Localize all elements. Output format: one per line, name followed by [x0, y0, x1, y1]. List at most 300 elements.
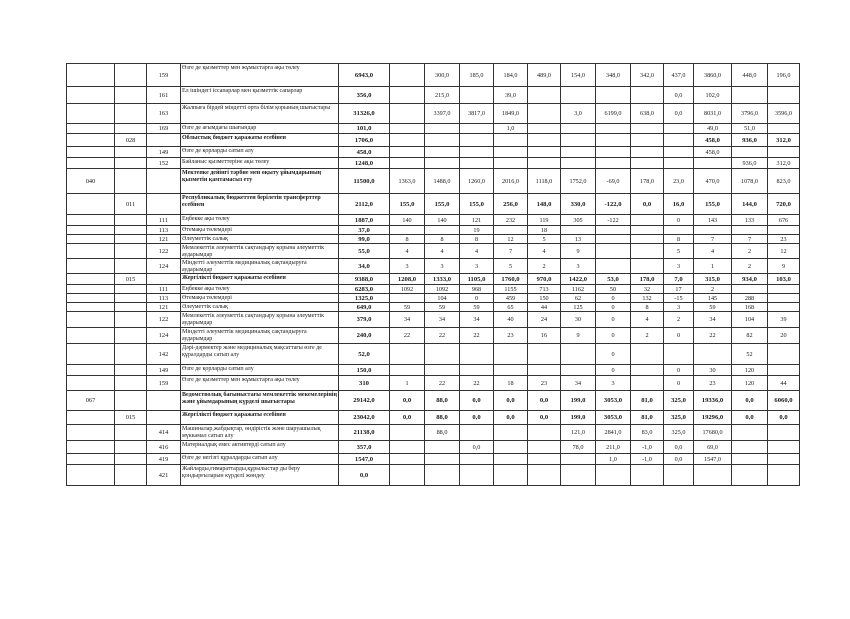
- month-value: [631, 465, 664, 486]
- month-value: [561, 124, 596, 134]
- month-value: 125: [561, 303, 596, 312]
- function-group-code: [67, 124, 115, 134]
- month-value: 1,0: [596, 454, 631, 465]
- month-value: [425, 454, 460, 465]
- month-value: 713: [528, 285, 561, 294]
- month-value: 4: [528, 244, 561, 259]
- month-value: [694, 465, 732, 486]
- month-value: [561, 134, 596, 147]
- month-value: [561, 226, 596, 235]
- table-row: [67, 454, 800, 465]
- function-group-code: [67, 376, 115, 391]
- month-value: [390, 158, 425, 169]
- annual-total: 37,0: [339, 226, 390, 235]
- specifics-code: [147, 274, 181, 285]
- month-value: [528, 344, 561, 365]
- function-group-code: [67, 365, 115, 376]
- month-value: 3596,0: [768, 104, 800, 124]
- month-value: 155,0: [425, 194, 460, 215]
- month-value: 325,0: [664, 391, 694, 411]
- month-value: 3817,0: [460, 104, 494, 124]
- month-value: 1208,0: [390, 274, 425, 285]
- table-row: [67, 303, 800, 312]
- month-value: [631, 235, 664, 244]
- month-value: 22: [460, 376, 494, 391]
- annual-total: 357,0: [339, 441, 390, 454]
- month-value: [732, 465, 768, 486]
- month-value: 82: [732, 328, 768, 344]
- month-value: [494, 365, 528, 376]
- month-value: 0: [664, 376, 694, 391]
- expense-name: Әлеуметтік салық: [181, 235, 339, 244]
- month-value: [528, 124, 561, 134]
- expense-name: Өтемақы төлемдері: [181, 294, 339, 303]
- month-value: 88,0: [425, 425, 460, 441]
- function-group-code: [67, 344, 115, 365]
- annual-total: 649,0: [339, 303, 390, 312]
- month-value: [528, 158, 561, 169]
- function-group-code: [67, 87, 115, 104]
- month-value: 6199,0: [596, 104, 631, 124]
- month-value: [460, 465, 494, 486]
- specifics-code: 159: [147, 64, 181, 87]
- month-value: 330,0: [561, 194, 596, 215]
- annual-total: 1706,0: [339, 134, 390, 147]
- function-group-code: [67, 425, 115, 441]
- month-value: 3: [561, 259, 596, 274]
- table-row: [67, 465, 800, 486]
- month-value: -122,0: [596, 194, 631, 215]
- month-value: 34: [425, 312, 460, 328]
- month-value: 13: [561, 235, 596, 244]
- month-value: 342,0: [631, 64, 664, 87]
- month-value: [425, 124, 460, 134]
- month-value: 8031,0: [694, 104, 732, 124]
- month-value: 968: [460, 285, 494, 294]
- program-code: [115, 312, 147, 328]
- month-value: 0,0: [664, 87, 694, 104]
- table-row: [67, 425, 800, 441]
- function-group-code: [67, 285, 115, 294]
- month-value: [768, 365, 800, 376]
- specifics-code: 419: [147, 454, 181, 465]
- table-row: [67, 259, 800, 274]
- program-code: [115, 376, 147, 391]
- month-value: 8: [390, 235, 425, 244]
- program-code: 028: [115, 134, 147, 147]
- month-value: [631, 344, 664, 365]
- month-value: [768, 441, 800, 454]
- table-row: [67, 376, 800, 391]
- month-value: [425, 365, 460, 376]
- specifics-code: 161: [147, 87, 181, 104]
- month-value: 448,0: [732, 64, 768, 87]
- month-value: 1118,0: [528, 169, 561, 194]
- month-value: [528, 454, 561, 465]
- month-value: 0: [596, 312, 631, 328]
- month-value: [494, 158, 528, 169]
- month-value: [425, 465, 460, 486]
- month-value: [664, 134, 694, 147]
- annual-total: 23042,0: [339, 411, 390, 425]
- month-value: 0: [596, 328, 631, 344]
- table-row: [67, 274, 800, 285]
- month-value: [494, 441, 528, 454]
- month-value: 0,0: [631, 194, 664, 215]
- month-value: 5: [664, 244, 694, 259]
- function-group-code: [67, 104, 115, 124]
- month-value: 1: [390, 376, 425, 391]
- month-value: [425, 134, 460, 147]
- month-value: 1547,0: [694, 454, 732, 465]
- month-value: [631, 244, 664, 259]
- expense-name: Облыстық бюджет қаражаты есебінен: [181, 134, 339, 147]
- month-value: [425, 226, 460, 235]
- expense-name: Дәрі-дәрмектер және медициналық мақсаттағы өзге де құралдарды сатып алу: [181, 344, 339, 365]
- specifics-code: 149: [147, 147, 181, 158]
- month-value: 39,0: [494, 87, 528, 104]
- expense-name: Материалдық емес активтерді сатып алу: [181, 441, 339, 454]
- month-value: 59: [390, 303, 425, 312]
- month-value: 12: [768, 244, 800, 259]
- specifics-code: 111: [147, 215, 181, 226]
- month-value: 9: [561, 328, 596, 344]
- month-value: 0,0: [460, 441, 494, 454]
- program-code: [115, 87, 147, 104]
- table-row: [67, 226, 800, 235]
- month-value: 104: [425, 294, 460, 303]
- program-code: [115, 365, 147, 376]
- specifics-code: 416: [147, 441, 181, 454]
- month-value: 18: [528, 226, 561, 235]
- table-row: [67, 328, 800, 344]
- specifics-code: [147, 411, 181, 425]
- month-value: 3: [664, 303, 694, 312]
- program-code: [115, 259, 147, 274]
- annual-total: 99,0: [339, 235, 390, 244]
- expense-name: Өтемақы төлемдері: [181, 226, 339, 235]
- month-value: 184,0: [494, 64, 528, 87]
- month-value: 0,0: [664, 441, 694, 454]
- table-row: [67, 411, 800, 425]
- month-value: 1260,0: [460, 169, 494, 194]
- month-value: 676: [768, 215, 800, 226]
- month-value: [494, 147, 528, 158]
- specifics-code: 113: [147, 226, 181, 235]
- month-value: [631, 365, 664, 376]
- table-row: [67, 235, 800, 244]
- month-value: [631, 376, 664, 391]
- expense-name: Жергілікті бюджет қаражаты есебінен: [181, 274, 339, 285]
- program-code: [115, 285, 147, 294]
- month-value: [694, 226, 732, 235]
- month-value: 0,0: [732, 391, 768, 411]
- month-value: 132: [631, 294, 664, 303]
- month-value: 16,0: [664, 194, 694, 215]
- month-value: [390, 147, 425, 158]
- month-value: 0,0: [664, 454, 694, 465]
- expense-name: Машиналар,жабдықтар, өндірістік және шаруашылық мүккамал сатып алу: [181, 425, 339, 441]
- month-value: 19: [460, 226, 494, 235]
- month-value: 62: [561, 294, 596, 303]
- month-value: 81,0: [631, 391, 664, 411]
- month-value: [768, 124, 800, 134]
- month-value: 168: [732, 303, 768, 312]
- annual-total: 1887,0: [339, 215, 390, 226]
- month-value: 256,0: [494, 194, 528, 215]
- month-value: 104: [732, 312, 768, 328]
- month-value: 2: [732, 244, 768, 259]
- month-value: 17680,0: [694, 425, 732, 441]
- table-row: [67, 194, 800, 215]
- month-value: 458,0: [694, 147, 732, 158]
- month-value: 934,0: [732, 274, 768, 285]
- month-value: 51,0: [732, 124, 768, 134]
- program-code: 015: [115, 274, 147, 285]
- expense-name: Еңбекке ақы төлеу: [181, 215, 339, 226]
- month-value: [390, 344, 425, 365]
- month-value: 2: [631, 328, 664, 344]
- expense-name: Мемлекеттік әлеуметтік сақтандыру қорына әлеуметтік аударымдар: [181, 312, 339, 328]
- annual-total: 1547,0: [339, 454, 390, 465]
- month-value: 823,0: [768, 169, 800, 194]
- function-group-code: [67, 158, 115, 169]
- month-value: 20: [768, 328, 800, 344]
- month-value: 23,0: [664, 169, 694, 194]
- month-value: 0,0: [460, 411, 494, 425]
- expense-name: Өзге де қорларды сатып алу: [181, 147, 339, 158]
- month-value: 2: [694, 285, 732, 294]
- table-row: [67, 391, 800, 411]
- expense-name: Өзге де қызметтер мен жұмыстарға ақы төлеу: [181, 64, 339, 87]
- month-value: [732, 285, 768, 294]
- month-value: 9: [561, 244, 596, 259]
- month-value: 1155: [494, 285, 528, 294]
- month-value: [425, 344, 460, 365]
- month-value: 49,0: [694, 124, 732, 134]
- annual-total: 2112,0: [339, 194, 390, 215]
- table-row: [67, 344, 800, 365]
- month-value: 17: [664, 285, 694, 294]
- month-value: 103,0: [768, 274, 800, 285]
- month-value: 65: [494, 303, 528, 312]
- month-value: 1849,0: [494, 104, 528, 124]
- annual-total: 34,0: [339, 259, 390, 274]
- month-value: 638,0: [631, 104, 664, 124]
- month-value: 88,0: [425, 411, 460, 425]
- month-value: 489,0: [528, 64, 561, 87]
- month-value: 1092: [390, 285, 425, 294]
- month-value: 44: [528, 303, 561, 312]
- month-value: 3: [596, 376, 631, 391]
- table-row: [67, 244, 800, 259]
- month-value: [460, 134, 494, 147]
- program-code: [115, 158, 147, 169]
- annual-total: 310: [339, 376, 390, 391]
- month-value: 30: [694, 365, 732, 376]
- month-value: 0: [596, 365, 631, 376]
- expense-name: Өзге де негізгі құралдарды сатып алу: [181, 454, 339, 465]
- month-value: 22: [425, 376, 460, 391]
- expense-name: Өзге де қызметтер мен жұмыстарға ақы төлеу: [181, 376, 339, 391]
- month-value: [631, 87, 664, 104]
- month-value: [528, 465, 561, 486]
- function-group-code: [67, 303, 115, 312]
- month-value: 3,0: [561, 104, 596, 124]
- month-value: 178,0: [631, 169, 664, 194]
- month-value: 143: [694, 215, 732, 226]
- month-value: 155,0: [390, 194, 425, 215]
- month-value: 81,0: [631, 411, 664, 425]
- month-value: 936,0: [732, 134, 768, 147]
- function-group-code: [67, 312, 115, 328]
- month-value: 120: [732, 376, 768, 391]
- month-value: [425, 158, 460, 169]
- month-value: [664, 124, 694, 134]
- month-value: 32: [631, 285, 664, 294]
- month-value: 22: [460, 328, 494, 344]
- month-value: 0: [664, 328, 694, 344]
- month-value: 88,0: [425, 391, 460, 411]
- month-value: 470,0: [694, 169, 732, 194]
- month-value: 133: [732, 215, 768, 226]
- month-value: 199,0: [561, 411, 596, 425]
- month-value: 39: [768, 312, 800, 328]
- month-value: [494, 425, 528, 441]
- program-code: [115, 425, 147, 441]
- month-value: 30: [561, 312, 596, 328]
- program-code: [115, 64, 147, 87]
- month-value: [768, 344, 800, 365]
- annual-total: 101,0: [339, 124, 390, 134]
- program-code: 015: [115, 411, 147, 425]
- month-value: 50: [596, 285, 631, 294]
- program-code: [115, 454, 147, 465]
- annual-total: 150,0: [339, 365, 390, 376]
- specifics-code: 163: [147, 104, 181, 124]
- month-value: 150: [528, 294, 561, 303]
- month-value: 3796,0: [732, 104, 768, 124]
- month-value: 140: [425, 215, 460, 226]
- table-row: [67, 147, 800, 158]
- annual-total: 31326,0: [339, 104, 390, 124]
- month-value: [528, 425, 561, 441]
- annual-total: 9388,0: [339, 274, 390, 285]
- month-value: 23: [494, 328, 528, 344]
- month-value: 22: [390, 328, 425, 344]
- month-value: 121,0: [561, 425, 596, 441]
- function-group-code: [67, 226, 115, 235]
- month-value: 199,0: [561, 391, 596, 411]
- month-value: [494, 344, 528, 365]
- month-value: [460, 425, 494, 441]
- month-value: 3053,0: [596, 391, 631, 411]
- month-value: [694, 344, 732, 365]
- annual-total: 1248,0: [339, 158, 390, 169]
- month-value: [596, 124, 631, 134]
- specifics-code: [147, 169, 181, 194]
- month-value: 19336,0: [694, 391, 732, 411]
- expense-name: Жергілікті бюджет қаражаты есебінен: [181, 411, 339, 425]
- month-value: [732, 454, 768, 465]
- table-row: [67, 312, 800, 328]
- month-value: 178,0: [631, 274, 664, 285]
- month-value: -1,0: [631, 441, 664, 454]
- month-value: [390, 64, 425, 87]
- month-value: 7,0: [664, 274, 694, 285]
- month-value: 0,0: [390, 391, 425, 411]
- month-value: 325,0: [664, 411, 694, 425]
- function-group-code: 040: [67, 169, 115, 194]
- function-group-code: [67, 235, 115, 244]
- month-value: 4: [425, 244, 460, 259]
- month-value: [768, 226, 800, 235]
- month-value: 312,0: [768, 158, 800, 169]
- month-value: [460, 344, 494, 365]
- month-value: 69,0: [694, 441, 732, 454]
- expense-name: Ведомстволық бағыныстағы мемлекеттік мекемелерінің және ұйымдарының күрделі шығыстары: [181, 391, 339, 411]
- month-value: 1: [694, 259, 732, 274]
- month-value: [664, 465, 694, 486]
- month-value: 300,0: [425, 64, 460, 87]
- function-group-code: [67, 411, 115, 425]
- month-value: 0,0: [460, 391, 494, 411]
- table-row: [67, 87, 800, 104]
- program-code: [115, 244, 147, 259]
- specifics-code: 122: [147, 312, 181, 328]
- month-value: [494, 134, 528, 147]
- expense-name: Республикалық бюджеттен берілетін трансферттер есебінен: [181, 194, 339, 215]
- month-value: 4: [631, 312, 664, 328]
- month-value: 3: [664, 259, 694, 274]
- month-value: [425, 147, 460, 158]
- program-code: [115, 215, 147, 226]
- expense-name: Ел ішіндегі іссапарлар мен қызметтік сапарлар: [181, 87, 339, 104]
- month-value: 144,0: [732, 194, 768, 215]
- month-value: [664, 158, 694, 169]
- month-value: [596, 235, 631, 244]
- month-value: [494, 226, 528, 235]
- table-row: [67, 134, 800, 147]
- month-value: [494, 465, 528, 486]
- month-value: 185,0: [460, 64, 494, 87]
- month-value: [494, 454, 528, 465]
- month-value: 44: [768, 376, 800, 391]
- annual-total: 240,0: [339, 328, 390, 344]
- program-code: [115, 169, 147, 194]
- month-value: 1752,0: [561, 169, 596, 194]
- month-value: 5: [528, 235, 561, 244]
- expense-name: Мемлекеттік әлеуметтік сақтандыру қорына әлеуметтік аударымдар: [181, 244, 339, 259]
- month-value: 59: [460, 303, 494, 312]
- month-value: [664, 147, 694, 158]
- program-code: [115, 104, 147, 124]
- month-value: 53,0: [596, 274, 631, 285]
- expense-name: Әлеуметтік салық: [181, 303, 339, 312]
- month-value: 2: [528, 259, 561, 274]
- program-code: [115, 441, 147, 454]
- month-value: [631, 134, 664, 147]
- month-value: 720,0: [768, 194, 800, 215]
- month-value: [596, 226, 631, 235]
- month-value: [528, 134, 561, 147]
- month-value: 3: [460, 259, 494, 274]
- month-value: 1363,0: [390, 169, 425, 194]
- month-value: 2: [664, 312, 694, 328]
- month-value: 18: [494, 376, 528, 391]
- month-value: 458,0: [694, 134, 732, 147]
- month-value: [768, 294, 800, 303]
